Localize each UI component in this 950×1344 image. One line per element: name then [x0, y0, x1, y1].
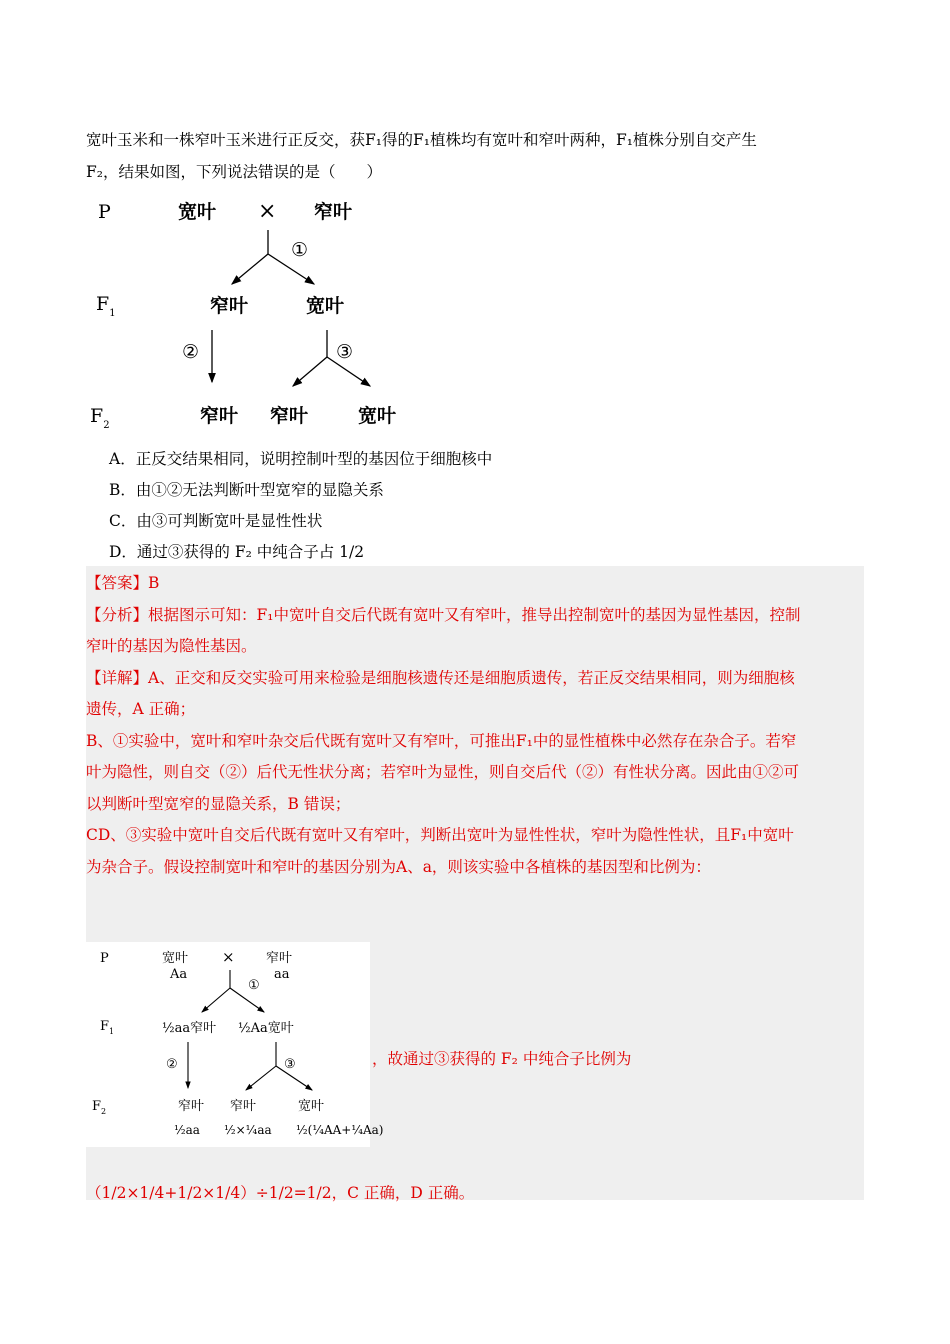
detail-b-line-3: 以判断叶型宽窄的显隐关系，B 错误； [86, 795, 351, 813]
f1-narrow-label: 窄叶 [210, 295, 249, 317]
f1-label: $F_1$ [96, 293, 116, 319]
g-p-wide-genotype: Aa [170, 967, 188, 982]
cross-diagram [86, 190, 416, 440]
option-c: C．由③可判断宽叶是显性性状 [109, 512, 323, 530]
circle-2: ② [182, 341, 200, 363]
g-f2-label: $F_2$ [92, 1099, 107, 1116]
f2-narrow-label-a: 窄叶 [200, 405, 239, 427]
g-f1-wide: ½Aa宽叶 [238, 1021, 294, 1036]
genotype-diagram [86, 942, 384, 1147]
g-arrow-f1-narrow [202, 988, 230, 1012]
circle-3: ③ [336, 341, 354, 363]
option-b: B．由①②无法判断叶型宽窄的显隐关系 [109, 481, 384, 499]
g-arrow-f2-narrow [246, 1066, 276, 1090]
circle-1: ① [291, 239, 309, 261]
g-p-narrow: 窄叶 [266, 951, 293, 966]
detail-b-line-1: B、①实验中，宽叶和窄叶杂交后代既有宽叶又有窄叶，可推出F₁中的显性植株中必然存在杂合子。若窄 [86, 732, 797, 750]
analysis-line-2: 窄叶的基因为隐性基因。 [86, 637, 257, 655]
f2-label: $F_2$ [90, 405, 110, 431]
g-cross-symbol: × [222, 948, 235, 966]
after-diagram-text: ，故通过③获得的 F₂ 中纯合子比例为 [372, 1050, 632, 1068]
arrow-to-f2-narrow [293, 357, 327, 386]
g-f2-wide: 宽叶 [298, 1099, 325, 1114]
detail-cd-line-2: 为杂合子。假设控制宽叶和窄叶的基因分别为A、a，则该实验中各植株的基因型和比例为： [86, 858, 711, 876]
p-label: P [98, 201, 111, 223]
option-a: A．正反交结果相同，说明控制叶型的基因位于细胞核中 [109, 450, 493, 468]
g-circle-3: ③ [284, 1057, 296, 1072]
g-f2-genotype-b: ½×¼aa [224, 1123, 272, 1137]
g-circle-2: ② [166, 1057, 178, 1072]
g-f1-narrow: ½aa窄叶 [162, 1021, 217, 1036]
p-narrow-label: 窄叶 [314, 201, 353, 223]
g-circle-1: ① [248, 978, 260, 993]
detail-b-line-2: 叶为隐性，则自交（②）后代无性状分离；若窄叶为显性，则自交后代（②）有性状分离。因此由①②可 [86, 763, 800, 781]
p-wide-label: 宽叶 [178, 201, 217, 223]
final-calculation: （1/2×1/4+1/2×1/4）÷1/2=1/2，C 正确，D 正确。 [86, 1184, 475, 1202]
g-f2-genotype-c: ½(¼AA+¼Aa) [296, 1123, 384, 1137]
answer-line: 【答案】B [86, 574, 160, 592]
question-line-2: F₂，结果如图，下列说法错误的是（ ） [86, 163, 382, 181]
g-f2-narrow-b: 窄叶 [230, 1099, 257, 1114]
cross-symbol: × [258, 199, 277, 224]
f2-wide-label: 宽叶 [358, 405, 397, 427]
f1-wide-label: 宽叶 [306, 295, 345, 317]
arrow-to-f1-narrow [232, 254, 268, 284]
g-p-label: P [100, 951, 109, 966]
g-f2-narrow-a: 窄叶 [178, 1099, 205, 1114]
detail-line-1: 【详解】A、正交和反交实验可用来检验是细胞核遗传还是细胞质遗传，若正反交结果相同，则为细胞核 [86, 669, 795, 687]
g-p-narrow-genotype: aa [274, 967, 290, 982]
analysis-line-1: 【分析】根据图示可知：F₁中宽叶自交后代既有宽叶又有窄叶，推导出控制宽叶的基因为显性基因，控制 [86, 606, 801, 624]
question-line-1: 宽叶玉米和一株窄叶玉米进行正反交，获F₁得的F₁植株均有宽叶和窄叶两种，F₁植株分别自交产生 [86, 131, 757, 149]
g-p-wide: 宽叶 [162, 951, 189, 966]
f2-narrow-label-b: 窄叶 [270, 405, 309, 427]
detail-cd-line-1: CD、③实验中宽叶自交后代既有宽叶又有窄叶，判断出宽叶为显性性状，窄叶为隐性性状，且F₁中宽叶 [86, 826, 794, 844]
option-d: D．通过③获得的 F₂ 中纯合子占 1/2 [109, 543, 365, 561]
g-f2-genotype-a: ½aa [174, 1123, 200, 1137]
detail-line-2: 遗传，A 正确； [86, 700, 196, 718]
g-f1-label: $F_1$ [100, 1019, 115, 1036]
